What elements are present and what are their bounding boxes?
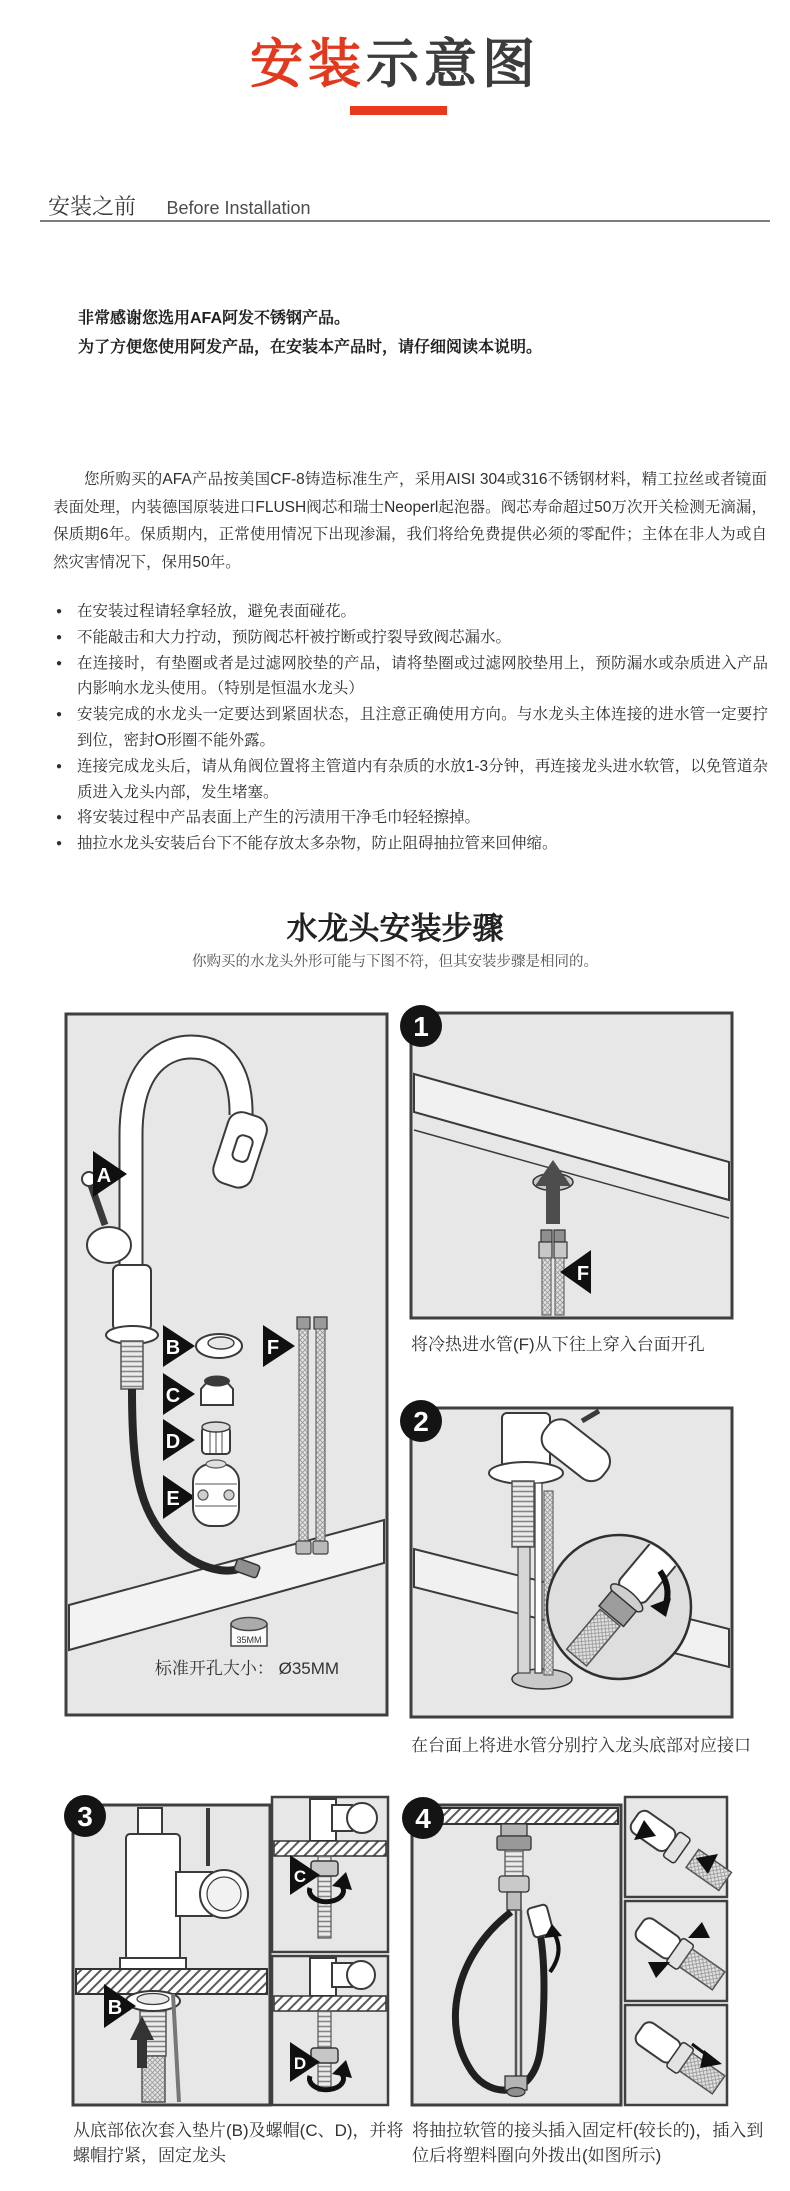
threaded-shank — [512, 1481, 534, 1547]
product-description-paragraph: 您所购买的AFA产品按美国CF-8铸造标准生产，采用AISI 304或316不锈钢材料，精工拉丝或者镜面表面处理，内装德国原装进口FLUSH阀芯和瑞士Neoperl起泡器。阀芯寿命超过50万次开关检测无滴漏，保质期6年。保质期内，正常使用情况下出现渗漏，我们将给免费提供必须的零配件；主体在非人为或自然灾害情况下，保用50年。 — [53, 471, 767, 571]
list-item: ● 抽拉水龙头安装后台下不能存放太多杂物，防止阻碍抽拉管来回伸缩。 — [56, 831, 768, 857]
step3-badge — [64, 1795, 106, 1837]
label-d: D — [293, 2054, 307, 2073]
label-c: C — [165, 1385, 181, 1407]
step2-caption: 在台面上将进水管分别拧入龙头底部对应接口 — [411, 1736, 751, 1755]
before-heading-zh: 安装之前 — [48, 194, 137, 219]
list-item: ● 将安装过程中产品表面上产生的污渍用干净毛巾轻轻擦掉。 — [56, 805, 768, 831]
step4-badge — [402, 1797, 444, 1839]
hole-size-figure — [231, 1618, 267, 1647]
step3-number: 3 — [77, 1801, 93, 1832]
faucet-body — [126, 1834, 180, 1960]
heading-divider — [40, 220, 770, 222]
list-item: ● 不能敲击和大力拧动，预防阀芯杆被拧断或拧裂导致阀芯漏水。 — [56, 625, 768, 651]
step4-number: 4 — [415, 1803, 431, 1834]
precautions-list — [56, 599, 768, 857]
label-b: B — [107, 1997, 123, 2019]
countertop-cross-section — [274, 1841, 386, 1856]
list-item: ● 在安装过程请轻拿轻放，避免表面碰花。 — [56, 599, 768, 625]
step3-caption: 从底部依次套入垫片(B)及螺帽(C、D)，并将螺帽拧紧，固定龙头 — [73, 2121, 404, 2165]
label-e: E — [166, 1488, 180, 1510]
faucet-body — [113, 1265, 151, 1331]
countertop-cross-section — [274, 1996, 386, 2011]
step1-caption: 将冷热进水管(F)从下往上穿入台面开孔 — [411, 1335, 705, 1354]
hole-size-caption: 标准开孔大小： Ø35MM — [154, 1659, 340, 1678]
shank-nut — [499, 1876, 529, 1892]
step1-number: 1 — [413, 1011, 429, 1042]
before-heading-en: Before Installation — [166, 198, 311, 218]
step2-badge — [400, 1400, 442, 1442]
page-title-red: 安装 — [250, 35, 366, 94]
before-installation-heading — [48, 190, 311, 221]
hole-size-label: 35MM — [236, 1635, 262, 1645]
intro-line-1: 非常感谢您选用AFA阿发不锈钢产品。 — [78, 310, 351, 327]
intro-text — [78, 304, 542, 362]
countertop-cross-section — [415, 1808, 618, 1824]
step2-number: 2 — [413, 1406, 429, 1437]
label-c: C — [293, 1867, 307, 1886]
page-title-dark: 示意图 — [366, 35, 540, 94]
handle-body — [87, 1227, 131, 1263]
label-f: F — [576, 1263, 590, 1285]
steps-section-title: 水龙头安装步骤 — [286, 911, 504, 946]
label-b: B — [165, 1337, 181, 1359]
list-item: ● 连接完成龙头后，请从角阀位置将主管道内有杂质的水放1-3分钟，再连接龙头进水软管，以免管道杂质进入龙头内部，发生堵塞。 — [56, 754, 768, 806]
installation-diagrams — [40, 1000, 790, 2110]
label-f: F — [266, 1337, 280, 1359]
step1-badge — [400, 1005, 442, 1047]
base-plate — [120, 1958, 186, 1969]
intro-line-2: 为了方便您使用阿发产品，在安装本产品时，请仔细阅读本说明。 — [78, 339, 543, 356]
steps-section-subtitle: 你购买的水龙头外形可能与下图不符，但其安装步骤是相同的。 — [192, 954, 598, 970]
label-a: A — [96, 1165, 112, 1187]
page-title — [0, 36, 790, 94]
step4-caption: 将抽拉软管的接头插入固定杆(较长的)，插入到位后将塑料圈向外拨出(如图所示) — [412, 2121, 764, 2165]
list-item: ● 安装完成的水龙头一定要达到紧固状态，且注意正确使用方向。与水龙头主体连接的进水管一定要拧到位，密封O形圈不能外露。 — [56, 702, 768, 754]
label-d: D — [165, 1431, 181, 1453]
threaded-shank — [121, 1341, 143, 1389]
list-item: ● 在连接时，有垫圈或者是过滤网胶垫的产品，请将垫圈或过滤网胶垫用上，预防漏水或杂质进入产品内影响水龙头使用。（特别是恒温水龙头） — [56, 651, 768, 703]
title-underline-bar — [350, 106, 447, 115]
